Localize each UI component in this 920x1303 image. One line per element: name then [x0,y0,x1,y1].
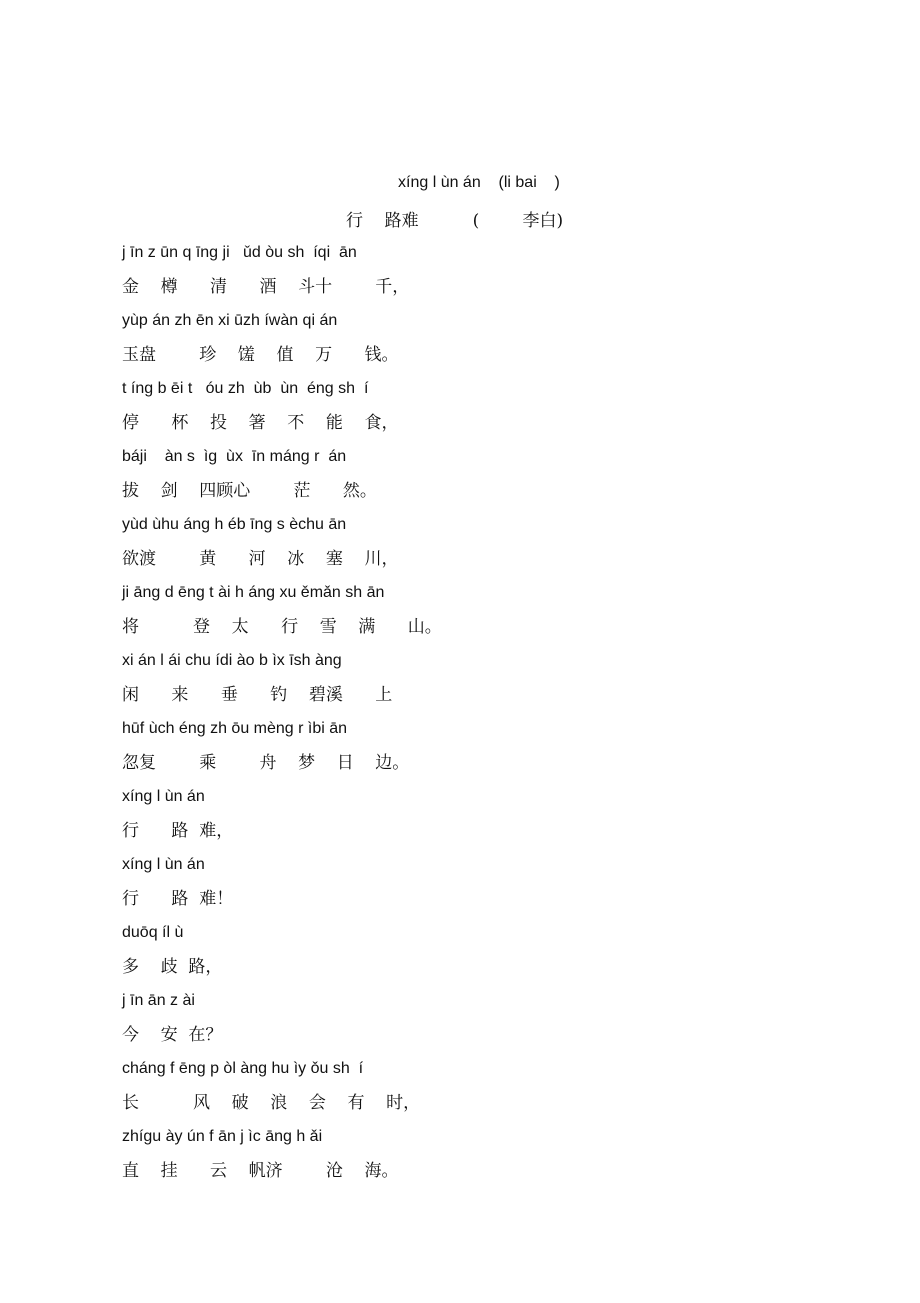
hanzi-line: 直 挂 云 帆济 沧 海。 [122,1161,399,1181]
hanzi-line: 行 路 难！ [122,889,234,909]
pinyin-line: j īn z ūn q īng ji ǔd òu sh íqi ān [122,244,357,261]
hanzi-line: 闲 来 垂 钓 碧溪 上 [122,685,393,705]
hanzi-line: 多 歧 路， [122,957,223,977]
title-pinyin: xíng l ùn án (li bai ) [398,174,560,191]
pinyin-line: xíng l ùn án [122,856,205,873]
hanzi-line: 长 风 破 浪 会 有 时， [122,1093,421,1113]
hanzi-line: 玉盘 珍 馐 值 万 钱。 [122,345,399,365]
hanzi-line: 拔 剑 四顾心 茫 然。 [122,481,377,501]
hanzi-line: 停 杯 投 箸 不 能 食， [122,413,399,433]
pinyin-line: t íng b ēi t óu zh ùb ùn éng sh í [122,380,369,397]
hanzi-line: 金 樽 清 酒 斗十 千， [122,277,410,297]
pinyin-line: j īn ān z ài [122,992,195,1009]
pinyin-line: yùd ùhu áng h éb īng s èchu ān [122,516,347,533]
pinyin-line: zhígu ày ún f ān j ìc āng h ǎi [122,1128,323,1145]
hanzi-line: 忽复 乘 舟 梦 日 边。 [122,753,410,773]
hanzi-line: 将 登 太 行 雪 满 山。 [122,617,442,637]
pinyin-line: xíng l ùn án [122,788,205,805]
hanzi-line: 今 安 在？ [122,1025,223,1045]
pinyin-line: báji àn s ìg ùx īn máng r án [122,448,347,465]
pinyin-line: cháng f ēng p òl àng hu ìy ǒu sh í [122,1060,364,1077]
pinyin-line: yùp án zh ēn xi ūzh íwàn qi án [122,312,338,329]
hanzi-line: 欲渡 黄 河 冰 塞 川， [122,549,399,569]
pinyin-line: hūf ùch éng zh ōu mèng r ìbi ān [122,720,348,737]
pinyin-line: ji āng d ēng t ài h áng xu ěmǎn sh ān [122,584,385,601]
poem-body [122,243,722,1195]
pinyin-line: duōq íl ù [122,924,184,941]
title-hanzi: 行 路难 ( 李白) [346,211,564,231]
hanzi-line: 行 路 难， [122,821,234,841]
pinyin-line: xi án l ái chu ídi ào b ìx īsh àng [122,652,342,669]
